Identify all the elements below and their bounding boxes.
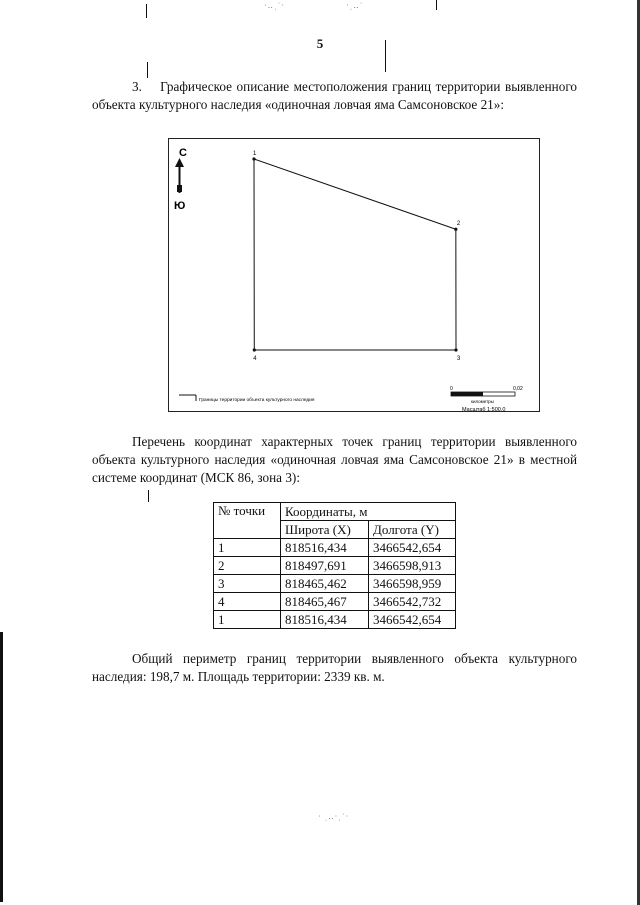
boundary-group xyxy=(252,151,461,362)
cell-longitude: 3466542,654 xyxy=(369,539,456,557)
table-row xyxy=(214,593,456,611)
cell-point: 1 xyxy=(214,611,281,629)
table-header-row xyxy=(214,503,456,521)
cell-point: 1 xyxy=(214,539,281,557)
header-latitude: Широта (X) xyxy=(281,521,369,539)
boundary-point xyxy=(454,348,457,351)
coordinates-table xyxy=(213,502,456,629)
cell-longitude: 3466598,913 xyxy=(369,557,456,575)
cell-longitude: 3466542,654 xyxy=(369,611,456,629)
scan-noise: ·‥ˌ˙· xyxy=(264,1,285,10)
table-row xyxy=(214,557,456,575)
scale-start: 0 xyxy=(450,386,453,392)
scale-text: Масштаб 1:500.0 xyxy=(462,407,506,413)
north-arrowhead-icon xyxy=(175,158,184,167)
header-coordinates: Координаты, м xyxy=(281,503,456,521)
cell-latitude: 818465,467 xyxy=(281,593,369,611)
section-perimeter-area xyxy=(92,650,577,686)
cell-point: 4 xyxy=(214,593,281,611)
scale-unit: километры xyxy=(471,399,494,404)
boundary-map-svg xyxy=(169,139,541,413)
cell-point: 2 xyxy=(214,557,281,575)
table-row xyxy=(214,611,456,629)
legend-text: Границы территории объекта культурного наследия xyxy=(199,398,315,403)
boundary-polygon xyxy=(254,159,456,350)
cell-point: 3 xyxy=(214,575,281,593)
scan-mark xyxy=(148,490,149,502)
section-text: Общий периметр границ территории выявленного объекта культурного наследия: 198,7 м. Площадь территории: 2339 кв. м. xyxy=(92,651,577,684)
boundary-point xyxy=(252,157,255,160)
header-longitude: Долгота (Y) xyxy=(369,521,456,539)
scale-end: 0,02 xyxy=(513,386,523,392)
section-graphic-description xyxy=(92,78,577,114)
south-label: Ю xyxy=(174,200,186,212)
scan-noise: · ˌ‥·ˌ˙· xyxy=(318,812,350,821)
boundary-point-label: 1 xyxy=(253,151,257,157)
table-row xyxy=(214,539,456,557)
scan-mark xyxy=(436,0,437,10)
boundary-point xyxy=(253,348,256,351)
scan-mark xyxy=(146,4,147,18)
cell-longitude: 3466542,732 xyxy=(369,593,456,611)
cell-latitude: 818465,462 xyxy=(281,575,369,593)
scan-noise: ·ˌ‥˙ xyxy=(346,1,364,10)
section-coordinates-intro xyxy=(92,433,577,487)
boundary-point-label: 3 xyxy=(457,356,461,362)
boundary-point-label: 2 xyxy=(456,221,461,228)
scan-mark xyxy=(147,62,148,78)
cell-longitude: 3466598,959 xyxy=(369,575,456,593)
cell-latitude: 818516,434 xyxy=(281,539,369,557)
section-text: Перечень координат характерных точек границ территории выявленного объекта культурного наследия «одиночная ловчая яма Самсоновское 21» в местной системе координат (МСК 86, зона 3): xyxy=(92,434,577,485)
boundary-map xyxy=(168,138,540,412)
cell-latitude: 818497,691 xyxy=(281,557,369,575)
table-row xyxy=(214,575,456,593)
scan-edge xyxy=(0,632,3,902)
section-text: Графическое описание местоположения границ территории выявленного объекта культурного наследия «одиночная ловчая яма Самсоновское 21»: xyxy=(92,79,578,112)
boundary-point-label: 4 xyxy=(253,355,257,362)
boundary-point xyxy=(454,228,457,231)
cell-latitude: 818516,434 xyxy=(281,611,369,629)
north-label: С xyxy=(179,147,187,159)
header-point: № точки xyxy=(214,503,281,539)
page-number: 5 xyxy=(316,36,324,51)
section-number: 3. xyxy=(132,79,142,94)
